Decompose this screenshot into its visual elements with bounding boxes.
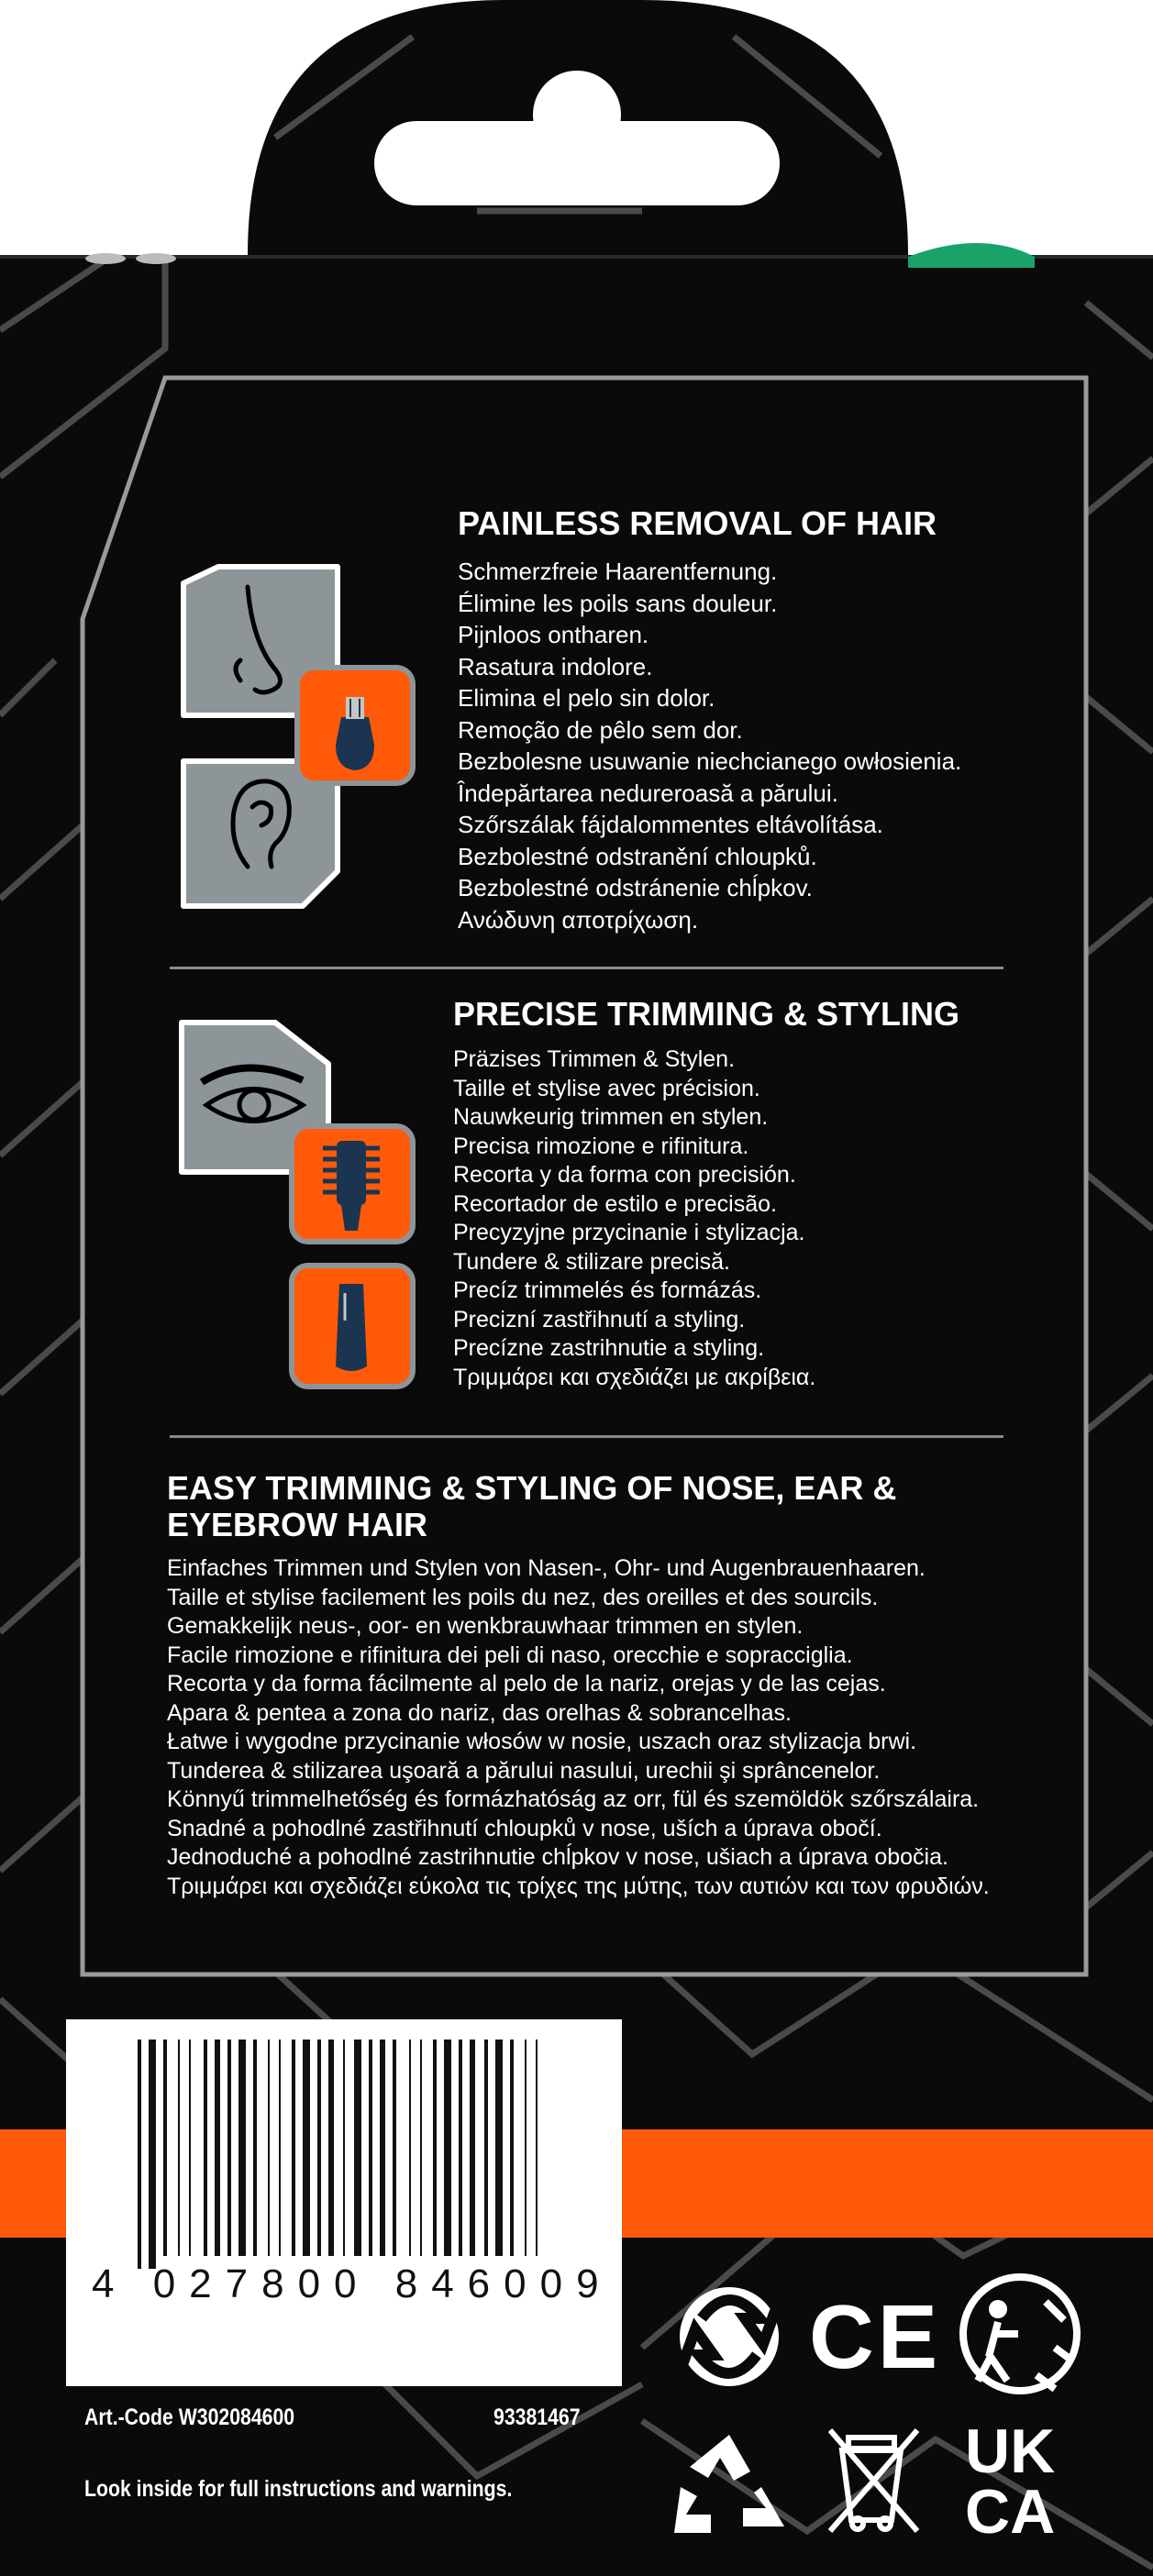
green-accent <box>908 243 1035 268</box>
instructions-notice: Look inside for full instructions and warnings. <box>84 2476 513 2502</box>
line: Einfaches Trimmen und Stylen von Nasen-, Ohr- und Augenbrauenhaaren. <box>167 1555 926 1581</box>
section-lines-painless <box>458 556 961 935</box>
barcode-digits: 4 027800 846009 <box>92 2261 613 2306</box>
line: Bezbolestné odstránenie chĺpkov. <box>458 874 813 901</box>
line: Elimina el pelo sin dolor. <box>458 684 715 712</box>
ce-mark: CE <box>809 2286 942 2387</box>
line: Precizní zastřihnutí a styling. <box>453 1306 746 1332</box>
line: Precisa rimozione e rifinitura. <box>453 1133 749 1159</box>
line: Τριμμάρει και σχεδιάζει εύκολα τις τρίχες της μύτης, των αυτιών και των φρυδιών. <box>167 1873 990 1899</box>
precision-trimmer-icon <box>292 1266 413 1387</box>
line: Schmerzfreie Haarentfernung. <box>458 558 778 585</box>
line: Rasatura indolore. <box>458 652 653 680</box>
line: Tundere & stilizare precisă. <box>453 1248 730 1275</box>
line: Precízne zastrihnutie a styling. <box>453 1335 765 1361</box>
line: Łatwe i wygodne przycinanie włosów w nosie, uszach oraz stylizacja brwi. <box>167 1729 917 1754</box>
brush-attachment-icon <box>292 1126 413 1242</box>
line: Precyzyjne przycinanie i stylizacja. <box>453 1220 805 1245</box>
section-divider <box>170 967 1003 969</box>
line: Élimine les poils sans douleur. <box>458 589 778 617</box>
line: Bezbolesne usuwanie niechcianego owłosienia. <box>458 747 962 775</box>
section-divider <box>170 1435 1003 1438</box>
line: Tunderea & stilizarea uşoară a părului nasului, urechii şi sprâncenelor. <box>167 1757 881 1784</box>
heading-line: EASY TRIMMING & STYLING OF NOSE, EAR & <box>167 1469 897 1507</box>
line: Jednoduché a pohodlné zastrihnutie chĺpkov v nose, ušiach a úprava obočia. <box>167 1844 948 1870</box>
line: Recorta y da forma con precisión. <box>453 1162 796 1188</box>
line: Szőrszálak fájdalommentes eltávolítása. <box>458 811 883 838</box>
line: Precíz trimmelés és formázás. <box>453 1277 762 1303</box>
line: Apara & pentea a zona do nariz, das orelhas & sobrancelhas. <box>167 1699 792 1726</box>
line: Bezbolestné odstranění chloupků. <box>458 842 817 870</box>
line: Snadné a pohodlné zastřihnutí chloupků v nose, uších a úprava obočí. <box>167 1815 882 1841</box>
product-number: 93381467 <box>493 2405 581 2430</box>
line: Pijnloos ontharen. <box>458 621 649 648</box>
section-lines-precise <box>453 1045 815 1392</box>
line: Recortador de estilo e precisão. <box>453 1190 777 1217</box>
art-code: Art.-Code W302084600 <box>84 2405 295 2430</box>
line: Taille et stylise avec précision. <box>453 1075 760 1101</box>
line: Τριμμάρει και σχεδιάζει με ακρίβεια. <box>453 1364 816 1390</box>
line: Ανώδυνη αποτρίχωση. <box>458 905 699 934</box>
line: Îndepărtarea nedureroasă a părului. <box>458 779 838 807</box>
line: Präzises Trimmen & Stylen. <box>453 1046 736 1072</box>
line: Nauwkeurig trimmen en stylen. <box>453 1104 769 1130</box>
heading-line: EYEBROW HAIR <box>167 1506 428 1543</box>
green-dot-icon <box>680 2287 779 2386</box>
line: Remoção de pêlo sem dor. <box>458 715 743 744</box>
line: Gemakkelijk neus-, oor- en wenkbrauwhaar trimmen en stylen. <box>167 1613 804 1639</box>
line: Taille et stylise facilement les poils du nez, des oreilles et des sourcils. <box>167 1584 879 1610</box>
ukca-bottom: CA <box>965 2477 1056 2547</box>
section-heading-precise: PRECISE TRIMMING & STYLING <box>453 995 960 1033</box>
line: Könnyű trimmelhetőség és formázhatóság az orr, fül és szemöldök szőrszálaira. <box>167 1786 980 1812</box>
nose-trimmer-head-icon <box>297 668 413 783</box>
section-heading-painless: PAINLESS REMOVAL OF HAIR <box>458 504 937 542</box>
ukca-top: UK <box>965 2416 1056 2486</box>
ukca-mark <box>965 2416 1056 2547</box>
line: Facile rimozione e rifinitura dei peli di naso, orecchie e sopracciglia. <box>167 1642 853 1668</box>
line: Recorta y da forma fácilmente al pelo de la nariz, orejas y de las cejas. <box>167 1671 886 1697</box>
section-heading-easy <box>167 1470 896 1543</box>
section-lines-easy <box>167 1554 990 1901</box>
